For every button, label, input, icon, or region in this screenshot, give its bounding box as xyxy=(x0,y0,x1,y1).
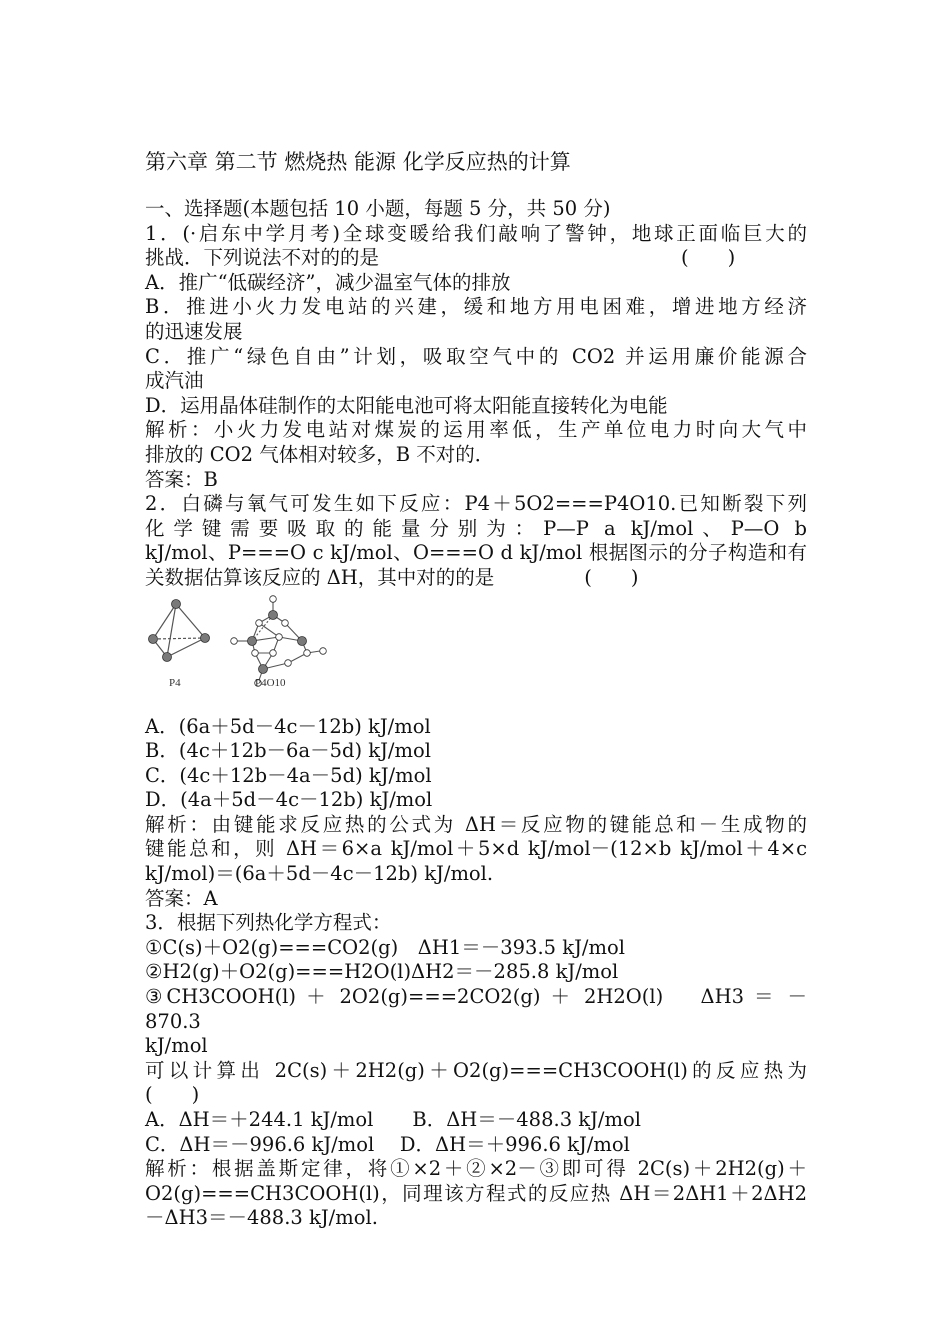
section-heading: 一、选择题(本题包括 10 小题，每题 5 分，共 50 分) xyxy=(145,197,611,220)
p4o10-label: P4O10 xyxy=(255,676,286,689)
p4-atoms xyxy=(149,599,210,661)
q1-stem-line2: 挑战．下列说法不对的的是 ( ) xyxy=(145,246,736,270)
page-title: 第六章 第二节 燃烧热 能源 化学反应热的计算 xyxy=(145,150,571,174)
q2-stem-line2: 化学键需要吸取的能量分别为：P—P a kJ/mol、P—O b xyxy=(145,516,807,540)
q2-answer-bracket: ( ) xyxy=(584,565,639,589)
q2-stem-line4: 关数据估算该反应的 ΔH，其中对的的是 ( ) xyxy=(145,565,639,589)
q1-analysis-line1: 解析：小火力发电站对煤炭的运用率低，生产单位电力时向大气中 xyxy=(145,418,807,442)
q2-option-c: C．(4c＋12b－4a－5d) kJ/mol xyxy=(145,763,432,787)
q1-stem-line1: 1．(·启东中学月考)全球变暖给我们敲响了警钟，地球正面临巨大的 xyxy=(145,221,807,245)
q2-analysis-line2: 键能总和，则 ΔH＝6×a kJ/mol＋5×d kJ/mol－(12×b kJ/mol＋4×c xyxy=(145,837,807,861)
q3-equation-3-line2: kJ/mol xyxy=(145,1034,208,1058)
q3-equation-1: ①C(s)＋O2(g)===CO2(g) ΔH1＝－393.5 kJ/mol xyxy=(145,935,625,959)
q1-answer: 答案：B xyxy=(145,467,218,491)
q3-analysis-line1: 解析：根据盖斯定律，将①×2＋②×2－③即可得 2C(s)＋2H2(g)＋ xyxy=(145,1157,807,1181)
q3-options-ab: A．ΔH＝＋244.1 kJ/mol B．ΔH＝－488.3 kJ/mol xyxy=(145,1108,641,1131)
q1-analysis-line2: 排放的 CO2 气体相对较多，B 不对的． xyxy=(145,442,495,466)
q2-option-b: B．(4c＋12b－6a－5d) kJ/mol xyxy=(145,739,431,763)
q3-options-cd: C．ΔH＝－996.6 kJ/mol D．ΔH＝＋996.6 kJ/mol xyxy=(145,1132,630,1156)
q2-stem-line3: kJ/mol、P===O c kJ/mol、O===O d kJ/mol 根据图示的分子构造和有 xyxy=(145,541,807,565)
p4-molecule xyxy=(153,604,205,657)
p4-label: P4 xyxy=(169,676,181,689)
molecule-structure-figure xyxy=(145,593,807,715)
q1-answer-bracket: ( ) xyxy=(681,246,736,270)
q1-option-b-line2: 的迅速发展 xyxy=(145,319,243,343)
q2-analysis-line3: kJ/mol)＝(6a＋5d－4c－12b) kJ/mol. xyxy=(145,862,494,886)
q1-option-c-line2: 成汽油 xyxy=(145,369,204,393)
q2-answer: 答案：A xyxy=(145,886,218,910)
q2-option-d: D．(4a＋5d－4c－12b) kJ/mol xyxy=(145,788,433,812)
q3-answer-bracket: ( ) xyxy=(145,1083,200,1107)
q3-stem: 3．根据下列热化学方程式： xyxy=(145,911,392,935)
q3-question-line1: 可以计算出 2C(s)＋2H2(g)＋O2(g)===CH3COOH(l)的反应热为 xyxy=(145,1058,807,1082)
q1-option-d: D．运用晶体硅制作的太阳能电池可将太阳能直接转化为电能 xyxy=(145,393,668,417)
document-body xyxy=(145,197,807,1231)
q3-equation-3-line1: ③CH3COOH(l) ＋ 2O2(g)===2CO2(g) ＋ 2H2O(l) ΔH3 ＝ － 870.3 xyxy=(145,985,807,1033)
q3-equation-2: ②H2(g)＋O2(g)===H2O(l)ΔH2＝－285.8 kJ/mol xyxy=(145,960,619,984)
q3-analysis-line2: O2(g)===CH3COOH(l)，同理该方程式的反应热 ΔH＝2ΔH1＋2ΔH2 xyxy=(145,1181,807,1205)
q2-option-a: A．(6a＋5d－4c－12b) kJ/mol xyxy=(145,714,431,738)
q1-option-b-line1: B．推进小火力发电站的兴建，缓和地方用电困难，增进地方经济 xyxy=(145,295,807,319)
q2-analysis-line1: 解析：由键能求反应热的公式为 ΔH＝反应物的键能总和－生成物的 xyxy=(145,812,807,836)
q1-option-a: A．推广“低碳经济”，减少温室气体的排放 xyxy=(145,270,511,294)
q1-option-c-line1: C．推广“绿色自由”计划，吸取空气中的 CO2 并运用廉价能源合 xyxy=(145,344,807,368)
q2-stem-line1: 2．白磷与氧气可发生如下反应：P4＋5O2===P4O10.已知断裂下列 xyxy=(145,492,807,516)
molecule-structure-drawing xyxy=(145,593,345,715)
q3-analysis-line3: －ΔH3＝－488.3 kJ/mol. xyxy=(145,1206,378,1230)
